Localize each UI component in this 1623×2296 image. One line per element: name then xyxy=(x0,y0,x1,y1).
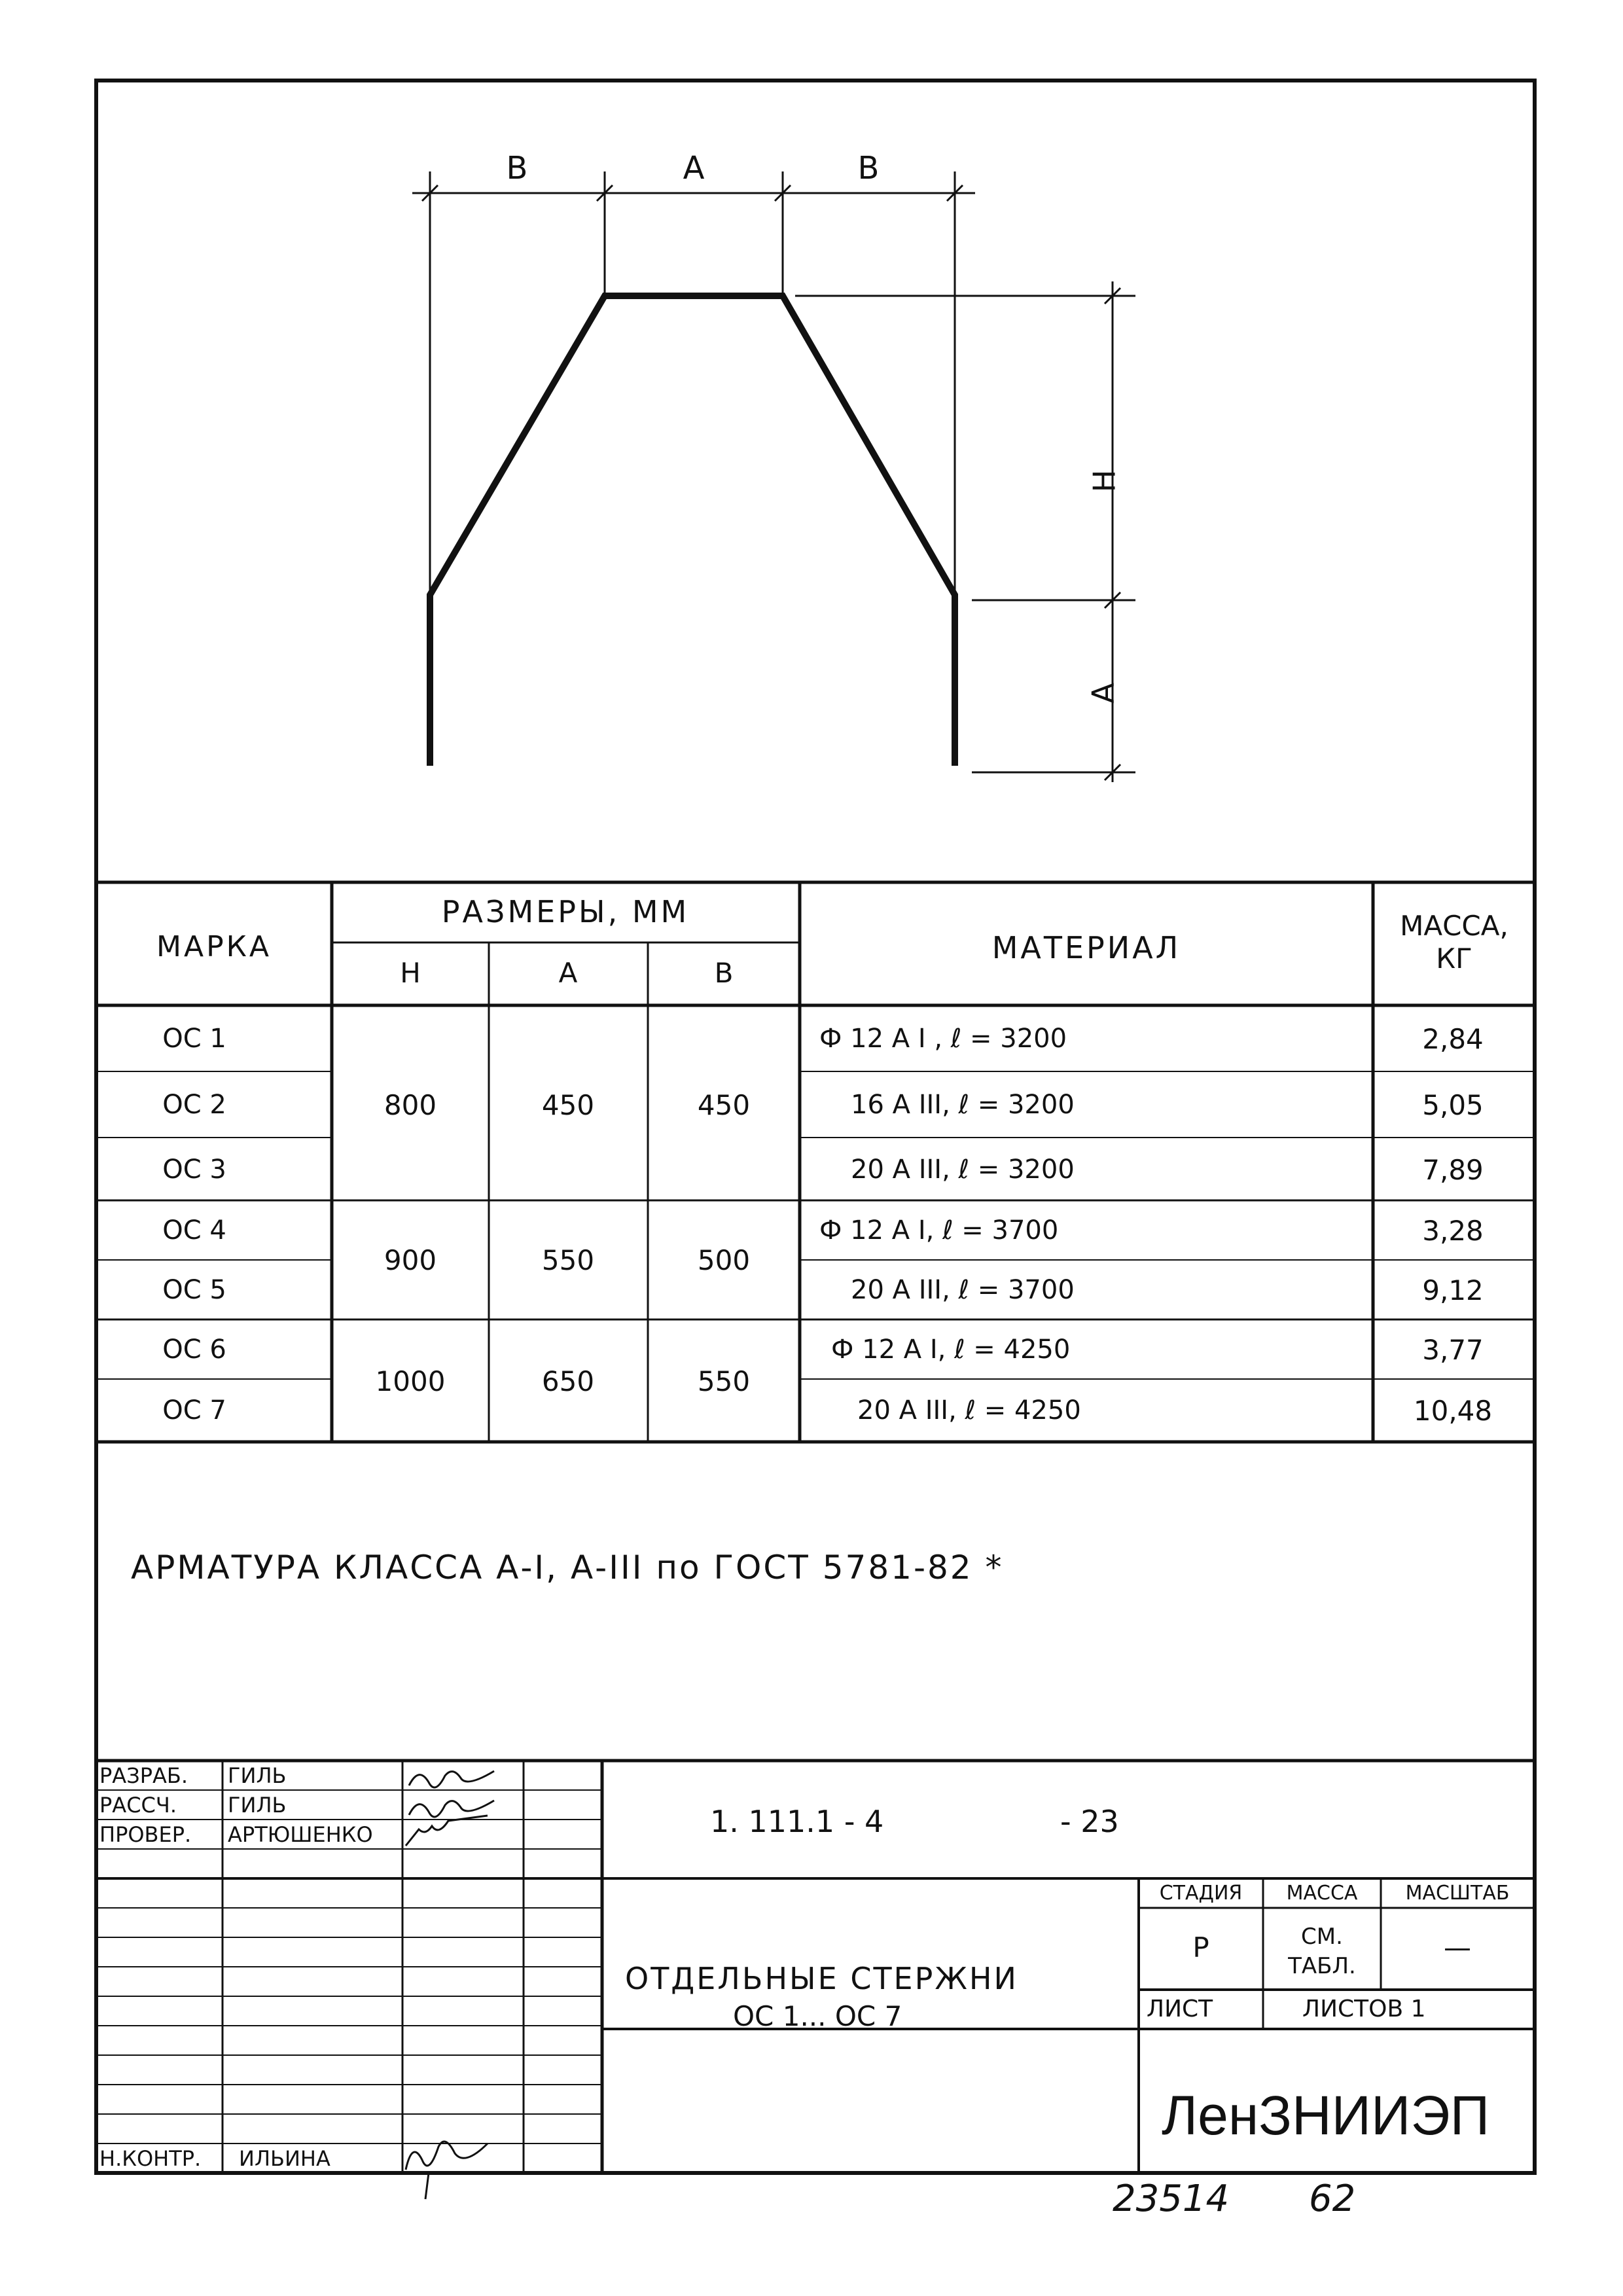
header-mass: МАССА, КГ xyxy=(1400,910,1508,975)
page-number: 62 xyxy=(1309,2178,1356,2220)
group-a: 450 xyxy=(541,1089,595,1121)
table-row-mark: ОС 3 xyxy=(162,1155,226,1185)
table-row-mark: ОС 5 xyxy=(162,1275,226,1305)
mass-value-line2: ТАБЛ. xyxy=(1288,1953,1356,1979)
stage-value: Р xyxy=(1192,1931,1209,1964)
table-row-material: Ф 12 А I, ℓ = 3700 xyxy=(819,1215,1059,1246)
table-row-mass: 5,05 xyxy=(1422,1089,1484,1121)
table-row-material: 16 А III, ℓ = 3200 xyxy=(851,1090,1075,1120)
group-a: 550 xyxy=(541,1244,595,1276)
sheet-label: ЛИСТ xyxy=(1147,1996,1213,2022)
table-grid xyxy=(96,882,1535,1442)
role-norm-control: Н.КОНТР. xyxy=(99,2146,202,2171)
header-material: МАТЕРИАЛ xyxy=(991,930,1181,965)
name-norm-control: ИЛЬИНА xyxy=(239,2146,330,2171)
table-row-material: Ф 12 А I , ℓ = 3200 xyxy=(819,1024,1067,1054)
role-calculator: РАССЧ. xyxy=(99,1793,177,1818)
archive-number: 23514 xyxy=(1113,2178,1230,2220)
dim-label-b-right: В xyxy=(857,150,880,187)
table-row-mass: 9,12 xyxy=(1422,1274,1484,1306)
header-h: Н xyxy=(400,957,421,989)
group-b: 550 xyxy=(697,1365,751,1397)
organization-name: ЛенЗНИИЭП xyxy=(1162,2085,1490,2146)
dim-label-h: Н xyxy=(1086,469,1122,493)
name-checker: АРТЮШЕНКО xyxy=(228,1822,373,1847)
table-row-material: Ф 12 А I, ℓ = 4250 xyxy=(831,1335,1071,1365)
table-row-mass: 7,89 xyxy=(1422,1154,1484,1186)
table-row-mass: 2,84 xyxy=(1422,1023,1484,1055)
table-row-mass: 3,77 xyxy=(1422,1334,1484,1366)
name-developer: ГИЛЬ xyxy=(228,1763,287,1788)
drawing-title-line2: ОС 1... ОС 7 xyxy=(733,2000,902,2032)
name-calculator: ГИЛЬ xyxy=(228,1793,287,1818)
table-row-mark: ОС 2 xyxy=(162,1090,226,1120)
dim-label-b-left: В xyxy=(506,150,528,187)
header-mark: МАРКА xyxy=(156,930,272,963)
header-b: В xyxy=(714,957,734,989)
drawing-title-line1: ОТДЕЛЬНЫЕ СТЕРЖНИ xyxy=(625,1961,1018,1996)
mass-label: МАССА xyxy=(1286,1882,1358,1905)
table-row-material: 20 А III, ℓ = 3700 xyxy=(851,1275,1075,1305)
reinforcement-note: АРМАТУРА КЛАССА А-I, А-III по ГОСТ 5781-82 * xyxy=(131,1549,1004,1587)
role-checker: ПРОВЕР. xyxy=(99,1822,192,1847)
scale-label: МАСШТАБ xyxy=(1405,1882,1510,1905)
sheet-frame xyxy=(96,81,1535,2173)
group-h: 800 xyxy=(383,1089,437,1121)
doc-sheet-number: - 23 xyxy=(1060,1804,1119,1839)
role-developer: РАЗРАБ. xyxy=(99,1763,188,1788)
table-row-material: 20 А III, ℓ = 4250 xyxy=(857,1395,1081,1426)
right-dimension xyxy=(795,281,1135,782)
dim-label-a-top: А xyxy=(683,150,705,187)
header-a: А xyxy=(558,957,578,989)
table-row-mark: ОС 6 xyxy=(162,1335,226,1365)
table-row-material: 20 А III, ℓ = 3200 xyxy=(851,1155,1075,1185)
group-b: 500 xyxy=(697,1244,751,1276)
group-a: 650 xyxy=(541,1365,595,1397)
stage-label: СТАДИЯ xyxy=(1159,1882,1243,1905)
doc-code: 1. 111.1 - 4 xyxy=(710,1804,884,1839)
dim-label-a-side: А xyxy=(1085,683,1121,704)
header-sizes: РАЗМЕРЫ, ММ xyxy=(441,894,690,929)
mass-value-line1: СМ. xyxy=(1301,1924,1343,1950)
group-b: 450 xyxy=(697,1089,751,1121)
table-row-mass: 3,28 xyxy=(1422,1215,1484,1247)
table-row-mark: ОС 7 xyxy=(162,1395,226,1426)
group-h: 1000 xyxy=(375,1365,446,1397)
table-row-mark: ОС 1 xyxy=(162,1024,226,1054)
scale-value: — xyxy=(1444,1931,1471,1964)
table-row-mass: 10,48 xyxy=(1413,1395,1493,1427)
rebar-shape xyxy=(430,296,955,766)
group-h: 900 xyxy=(383,1244,437,1276)
top-dimension xyxy=(412,171,975,766)
sheets-count-label: ЛИСТОВ 1 xyxy=(1302,1996,1426,2022)
table-row-mark: ОС 4 xyxy=(162,1215,226,1246)
